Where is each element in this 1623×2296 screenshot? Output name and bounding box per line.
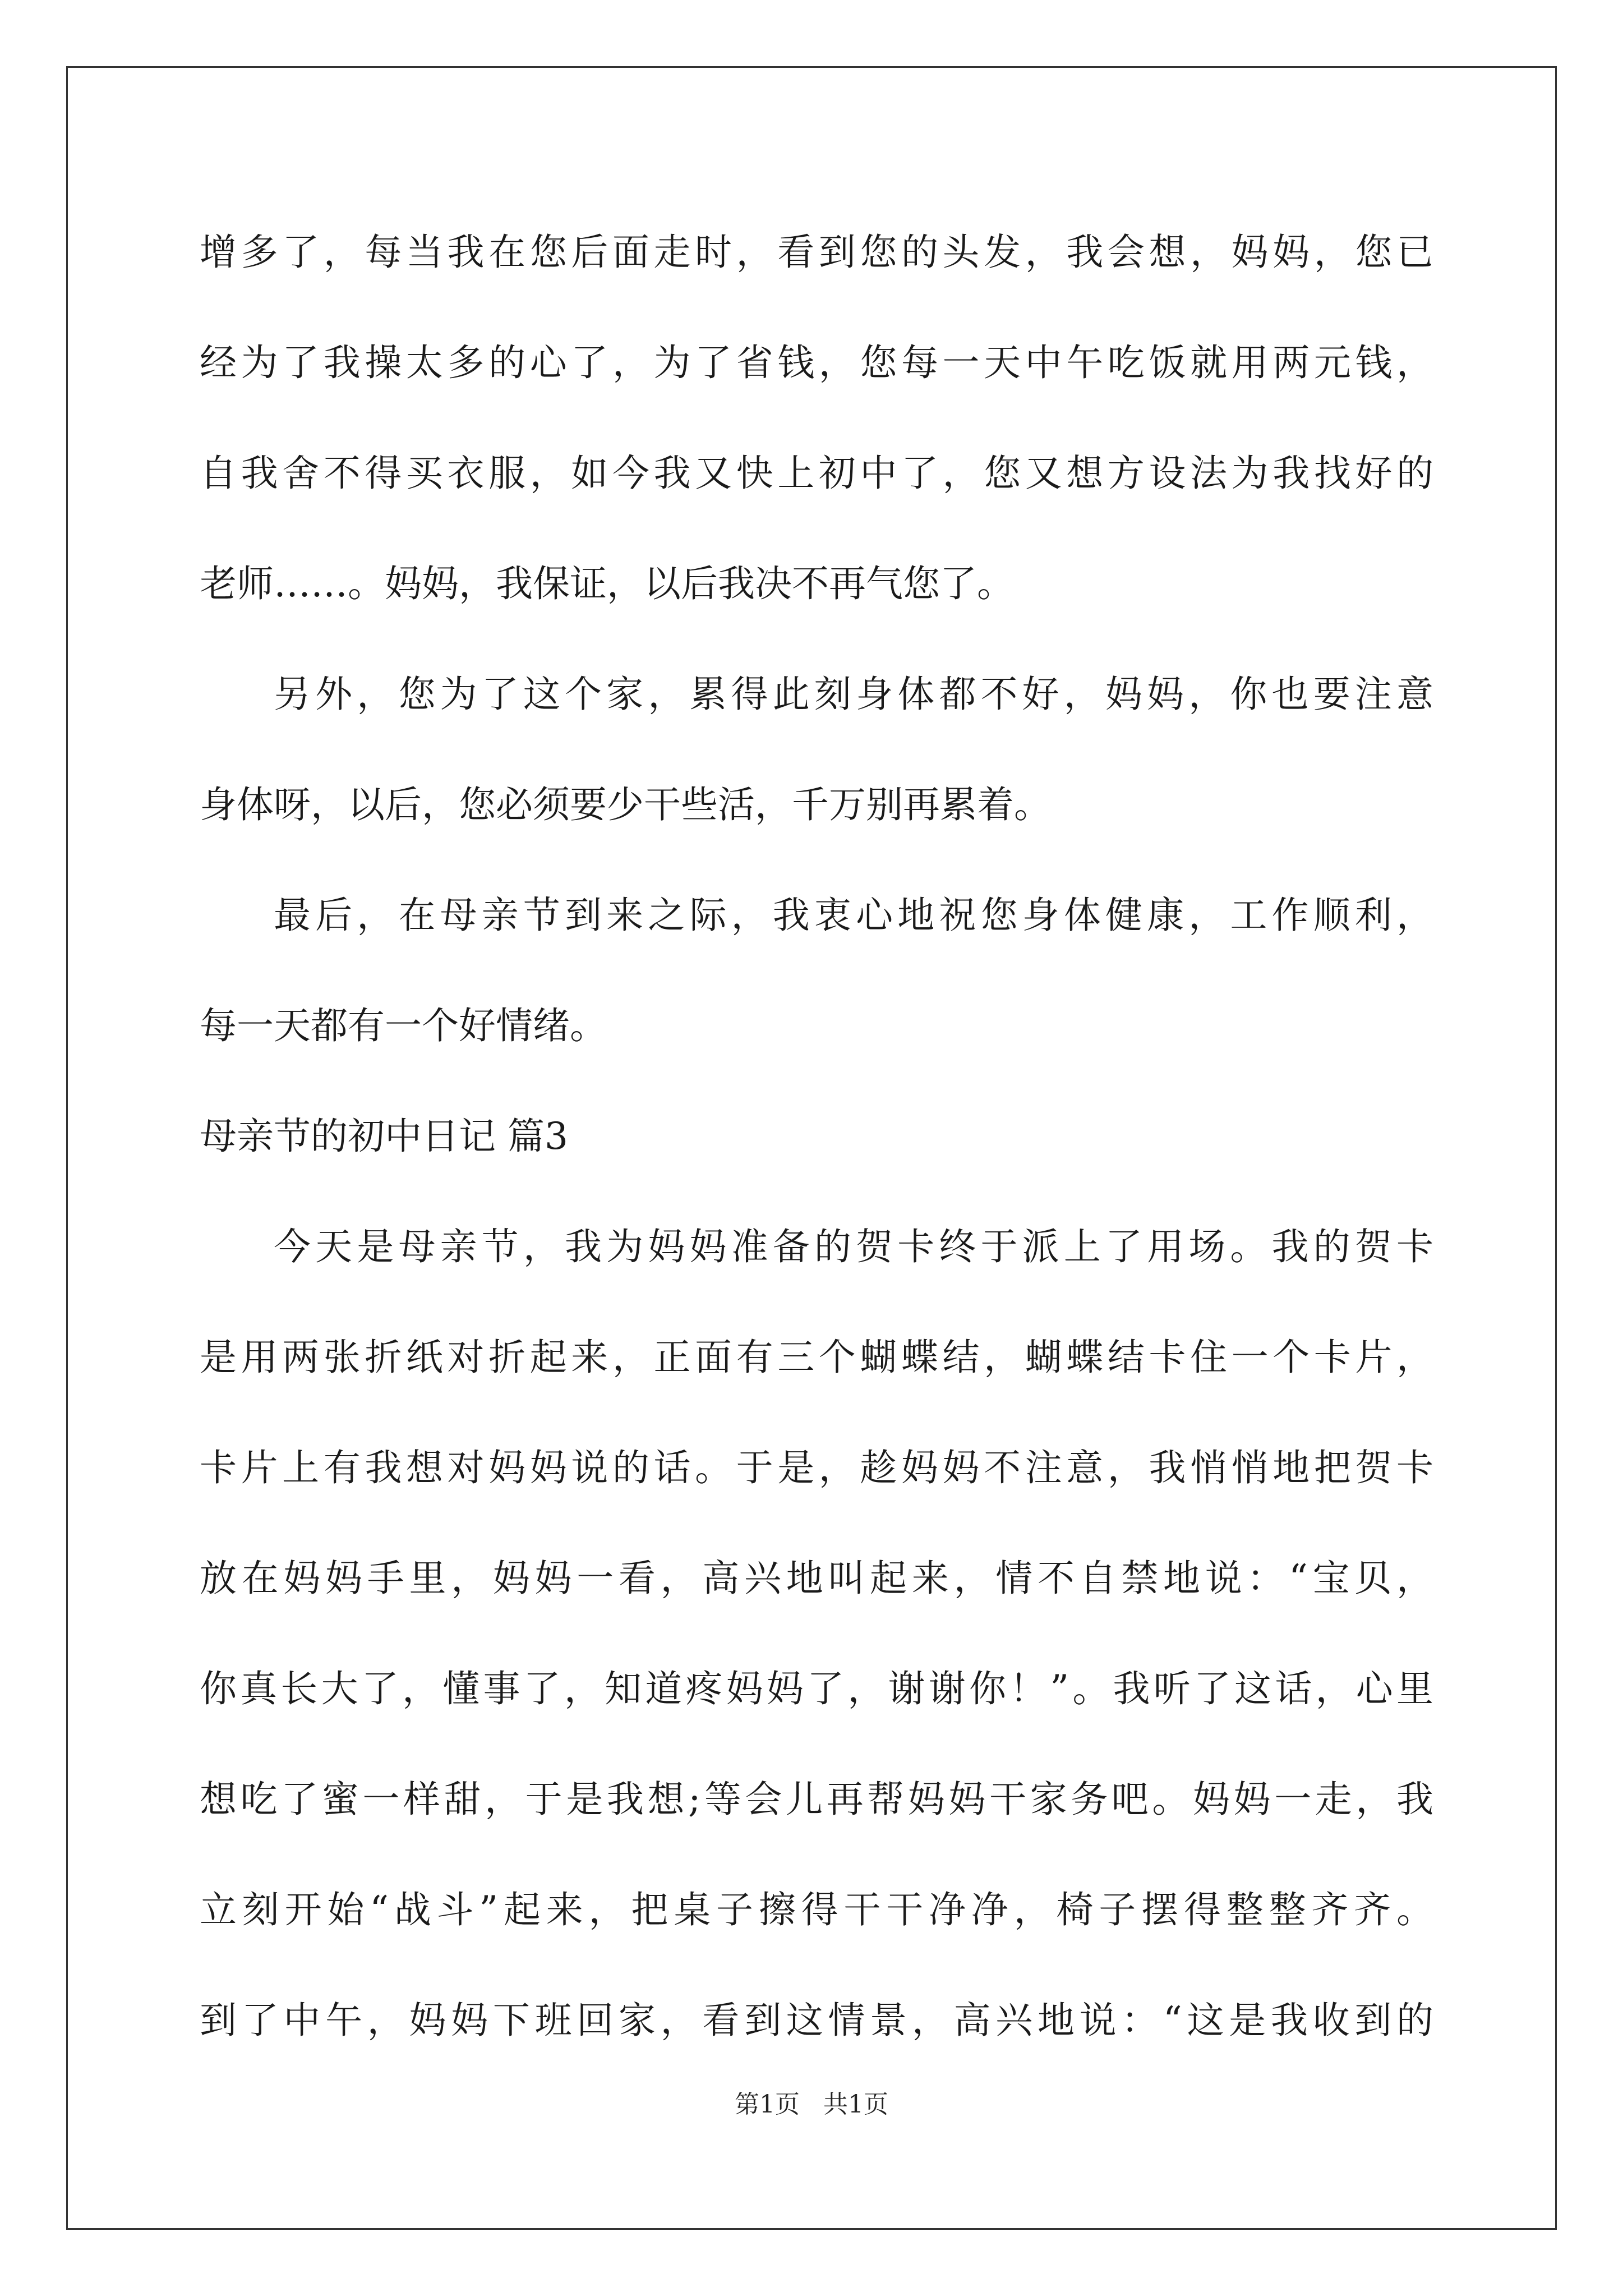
text-line: 自我舍不得买衣服，如今我又快上初中了，您又想方设法为我找好的 <box>200 452 1433 495</box>
text-line: 立刻开始“战斗”起来，把桌子擦得干干净净，椅子摆得整整齐齐。 <box>200 1888 1433 1931</box>
text-line: 你真长大了，懂事了，知道疼妈妈了，谢谢你！”。我听了这话，心里 <box>200 1667 1433 1710</box>
text-line: 另外，您为了这个家，累得此刻身体都不好，妈妈，你也要注意 <box>274 673 1433 716</box>
text-line: 到了中午，妈妈下班回家，看到这情景，高兴地说：“这是我收到的 <box>200 1999 1433 2042</box>
text-line: 每一天都有一个好情绪。 <box>200 1004 607 1047</box>
text-line: 老师……。妈妈，我保证，以后我决不再气您了。 <box>200 562 1014 605</box>
text-line: 身体呀，以后，您必须要少干些活，千万别再累着。 <box>200 783 1051 826</box>
section-heading: 母亲节的初中日记 篇3 <box>200 1115 568 1158</box>
document-body <box>200 213 1433 2092</box>
text-line: 今天是母亲节，我为妈妈准备的贺卡终于派上了用场。我的贺卡 <box>274 1225 1433 1268</box>
text-line: 放在妈妈手里，妈妈一看，高兴地叫起来，情不自禁地说：“宝贝， <box>200 1557 1433 1600</box>
text-line: 想吃了蜜一样甜，于是我想;等会儿再帮妈妈干家务吧。妈妈一走，我 <box>200 1778 1433 1821</box>
text-line: 增多了，每当我在您后面走时，看到您的头发，我会想，妈妈，您已 <box>200 231 1433 274</box>
page-number-footer: 第1页 共1页 <box>735 2090 888 2119</box>
text-line: 最后，在母亲节到来之际，我衷心地祝您身体健康，工作顺利， <box>274 894 1433 937</box>
text-line: 经为了我操太多的心了，为了省钱，您每一天中午吃饭就用两元钱， <box>200 341 1433 384</box>
text-line: 是用两张折纸对折起来，正面有三个蝴蝶结，蝴蝶结卡住一个卡片， <box>200 1336 1433 1379</box>
text-line: 卡片上有我想对妈妈说的话。于是，趁妈妈不注意，我悄悄地把贺卡 <box>200 1446 1433 1489</box>
